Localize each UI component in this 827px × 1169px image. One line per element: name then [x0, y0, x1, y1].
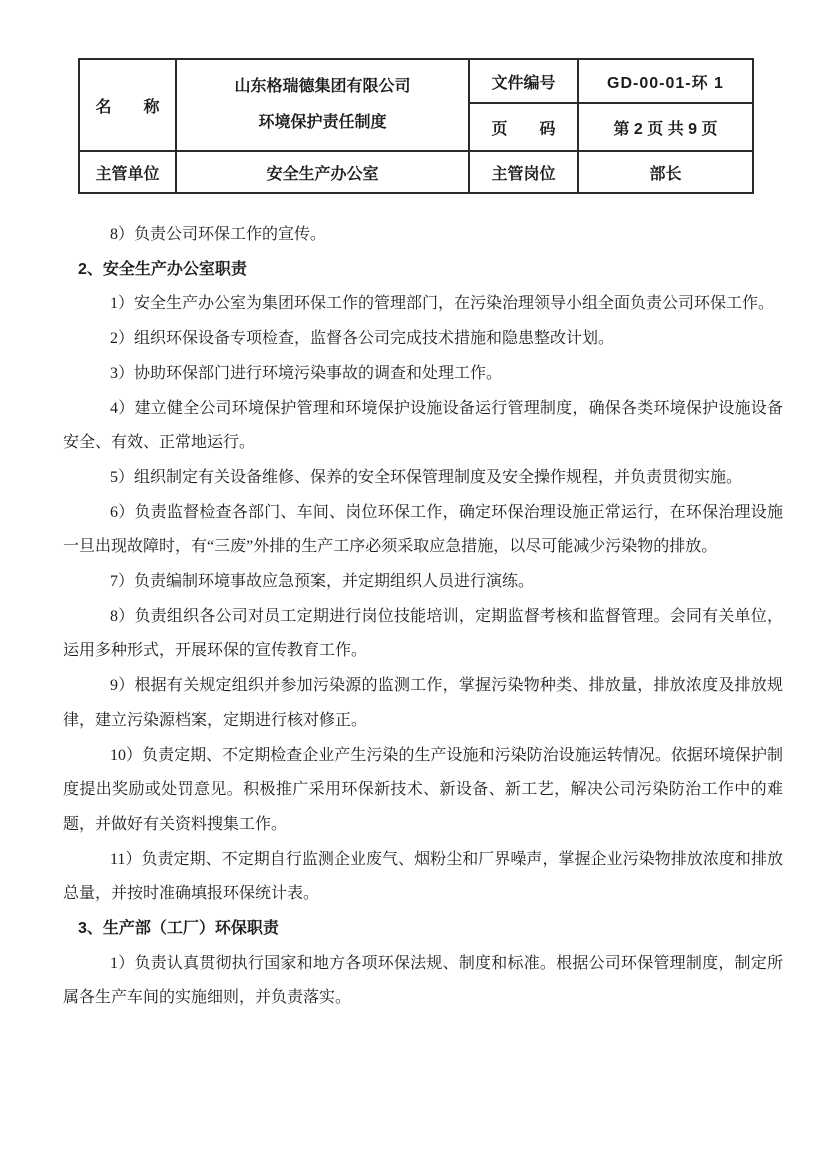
- body-paragraph: 8）负责公司环保工作的宣传。: [110, 226, 327, 243]
- document-title: 环境保护责任制度: [258, 114, 387, 131]
- name-value-cell: [176, 59, 469, 151]
- body-paragraph: 6）负责监督检查各部门、车间、岗位环保工作，确定环保治理设施正常运行，在环保治理设施一旦出现故障时，有“三废”外排的生产工序必须采取应急措施，以尽可能减少污染物的排放。: [63, 503, 783, 556]
- body-paragraph: 5）组织制定有关设备维修、保养的安全环保管理制度及安全操作规程，并负责贯彻实施。: [110, 468, 743, 486]
- body-paragraph: 7）负责编制环境事故应急预案，并定期组织人员进行演练。: [110, 573, 535, 591]
- body-paragraph: 9）根据有关规定组织并参加污染源的监测工作，掌握污染物种类、排放量，排放浓度及排放规律，建立污染源档案，定期进行核对修正。: [63, 677, 783, 729]
- body-paragraph: 2）组织环保设备专项检查，监督各公司完成技术措施和隐患整改计划。: [110, 330, 615, 348]
- body-paragraph: 8）负责组织各公司对员工定期进行岗位技能培训，定期监督考核和监督管理。会同有关单位，运用多种形式，开展环保的宣传教育工作。: [63, 607, 783, 660]
- body-paragraph: 11）负责定期、不定期自行监测企业废气、烟粉尘和厂界噪声，掌握企业污染物排放浓度和排放总量，并按时准确填报环保统计表。: [63, 850, 783, 903]
- page-value-cell: 第 2 页 共 9 页: [578, 103, 753, 151]
- doc-no-value-cell: GD-00-01-环 1: [578, 59, 753, 103]
- body-paragraph: 1）负责认真贯彻执行国家和地方各项环保法规、制度和标准。根据公司环保管理制度，制定所属各生产车间的实施细则，并负责落实。: [63, 954, 783, 1007]
- post-label-cell: 主管岗位: [469, 151, 578, 193]
- doc-no-label-cell: 文件编号: [469, 59, 578, 103]
- section-heading: 3、生产部（工厂）环保职责: [78, 920, 279, 938]
- unit-label-cell: 主管单位: [79, 151, 176, 193]
- section-heading: 2、安全生产办公室职责: [78, 260, 247, 278]
- company-name: 山东格瑞德集团有限公司: [234, 78, 411, 95]
- body-paragraph: 10）负责定期、不定期检查企业产生污染的生产设施和污染防治设施运转情况。依据环境保护制度提出奖励或处罚意见。积极推广采用环保新技术、新设备、新工艺，解决公司污染防治工作中的难题，并做好有关资料搜集工作。: [63, 746, 783, 833]
- body-paragraph: 1）安全生产办公室为集团环保工作的管理部门，在污染治理领导小组全面负责公司环保工作。: [110, 295, 775, 313]
- body-paragraph: 3）协助环保部门进行环境污染事故的调查和处理工作。: [110, 364, 503, 382]
- body-paragraph: 4）建立健全公司环境保护管理和环境保护设施设备运行管理制度，确保各类环境保护设施设备安全、有效、正常地运行。: [63, 399, 783, 452]
- page-label-cell: 页 码: [469, 103, 578, 151]
- document-header-table: [78, 58, 754, 194]
- post-value-cell: 部长: [578, 151, 753, 193]
- document-body: [63, 218, 783, 1016]
- unit-value-cell: 安全生产办公室: [176, 151, 469, 193]
- name-label-cell: 名 称: [79, 59, 176, 151]
